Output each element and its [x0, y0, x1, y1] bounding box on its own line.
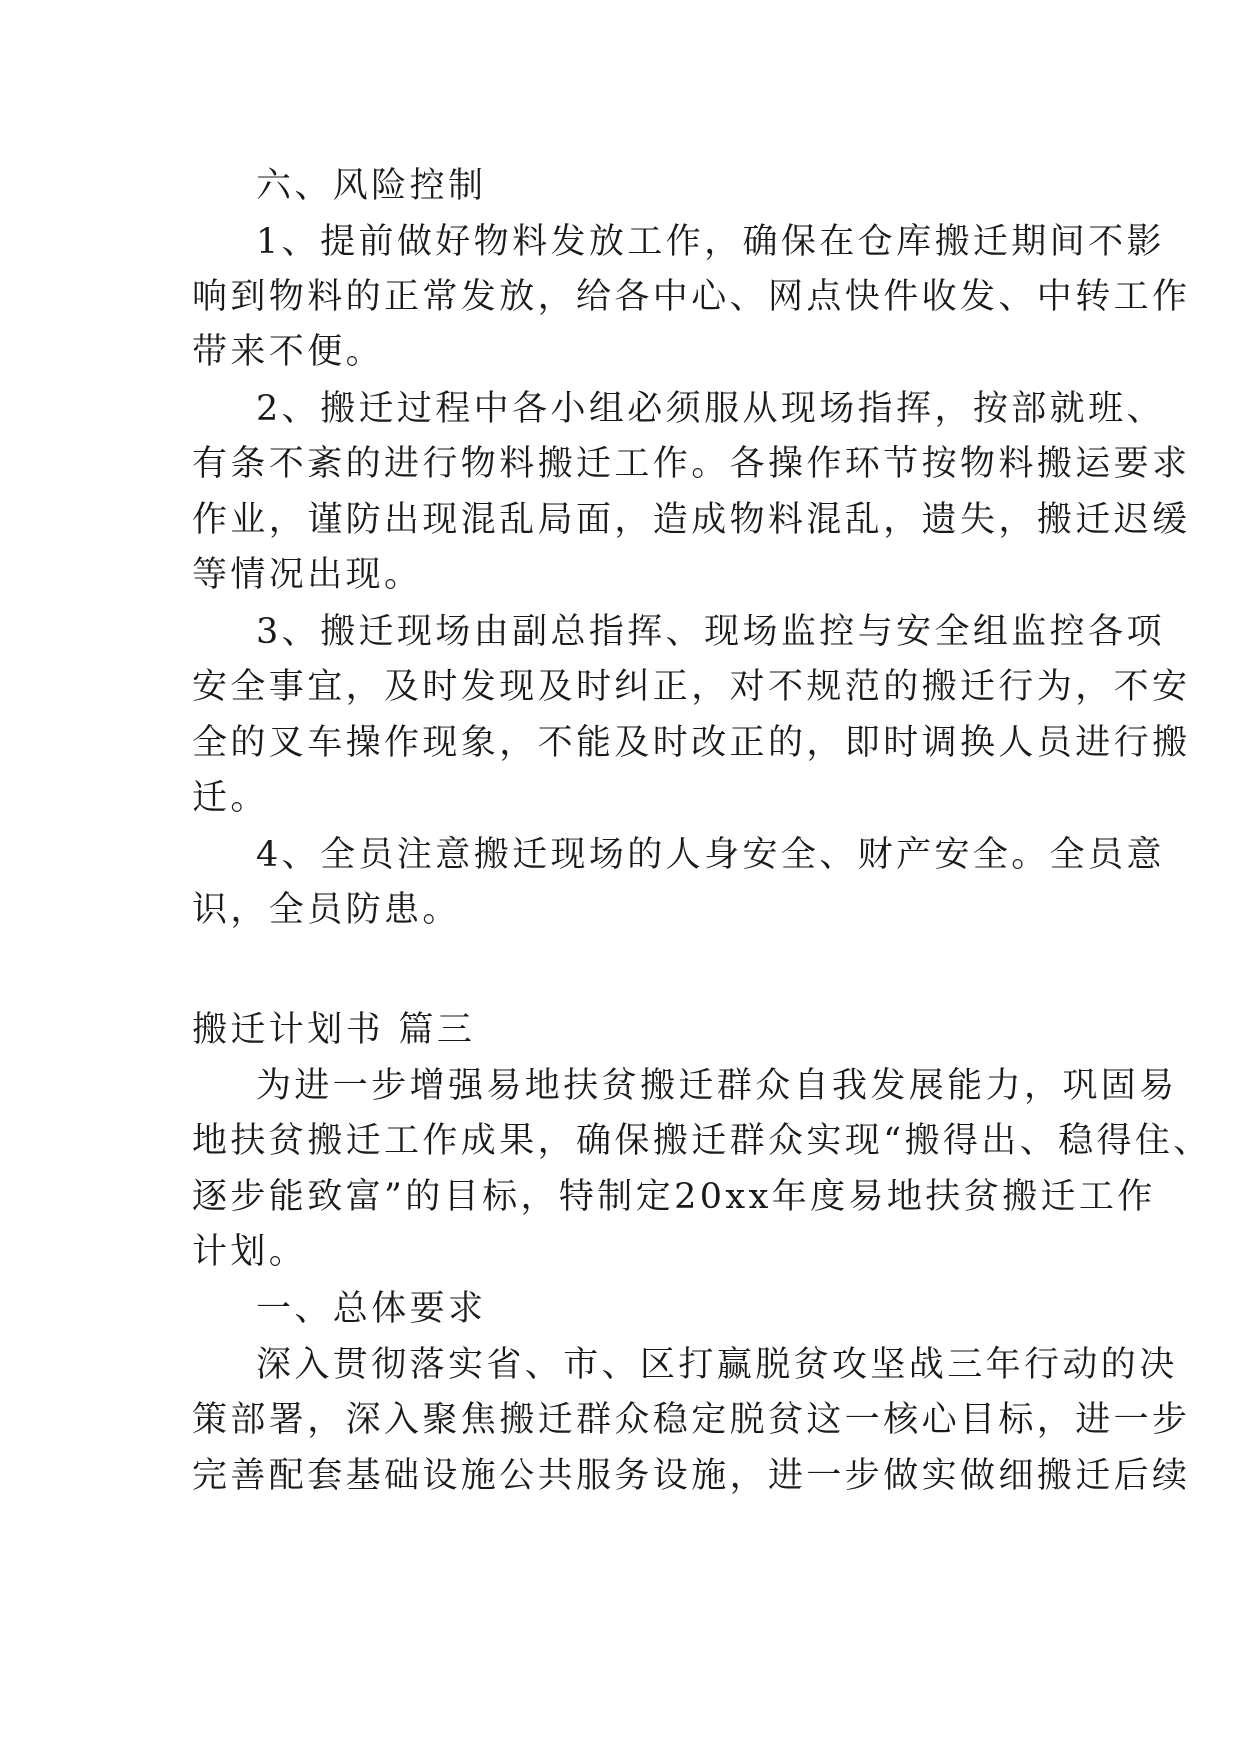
paragraph-line: 3、搬迁现场由副总指挥、现场监控与安全组监控各项 — [256, 612, 1165, 652]
paragraph-line: 有条不紊的进行物料搬迁工作。各操作环节按物料搬运要求 — [192, 444, 1191, 484]
paragraph-line: 4、全员注意搬迁现场的人身安全、财产安全。全员意 — [256, 835, 1165, 875]
paragraph-line: 策部署，深入聚焦搬迁群众稳定脱贫这一核心目标，进一步 — [192, 1400, 1191, 1440]
paragraph-line: 全的叉车操作现象，不能及时改正的，即时调换人员进行搬 — [192, 723, 1191, 763]
paragraph-line: 作业，谨防出现混乱局面，造成物料混乱，遗失，搬迁迟缓 — [192, 500, 1191, 540]
paragraph-line: 2、搬迁过程中各小组必须服从现场指挥，按部就班、 — [256, 389, 1165, 429]
paragraph-line: 迁。 — [192, 778, 269, 818]
part-title: 搬迁计划书 篇三 — [192, 1010, 476, 1050]
paragraph-line: 安全事宜，及时发现及时纠正，对不规范的搬迁行为，不安 — [192, 667, 1191, 707]
section-heading: 一、总体要求 — [256, 1289, 487, 1329]
section-heading: 六、风险控制 — [256, 166, 487, 206]
paragraph-line: 响到物料的正常发放，给各中心、网点快件收发、中转工作 — [192, 277, 1191, 317]
paragraph-line: 逐步能致富”的目标，特制定20xx年度易地扶贫搬迁工作 — [192, 1177, 1156, 1217]
paragraph-line: 1、提前做好物料发放工作，确保在仓库搬迁期间不影 — [256, 222, 1165, 262]
paragraph-line: 深入贯彻落实省、市、区打赢脱贫攻坚战三年行动的决 — [256, 1345, 1178, 1385]
paragraph-line: 计划。 — [192, 1232, 308, 1272]
paragraph-line: 等情况出现。 — [192, 555, 423, 595]
paragraph-line: 带来不便。 — [192, 332, 385, 372]
paragraph-line: 完善配套基础设施公共服务设施，进一步做实做细搬迁后续 — [192, 1456, 1191, 1496]
paragraph-line: 地扶贫搬迁工作成果，确保搬迁群众实现“搬得出、稳得住、 — [192, 1121, 1212, 1161]
paragraph-line: 为进一步增强易地扶贫搬迁群众自我发展能力，巩固易 — [256, 1066, 1178, 1106]
paragraph-line: 识，全员防患。 — [192, 890, 461, 930]
